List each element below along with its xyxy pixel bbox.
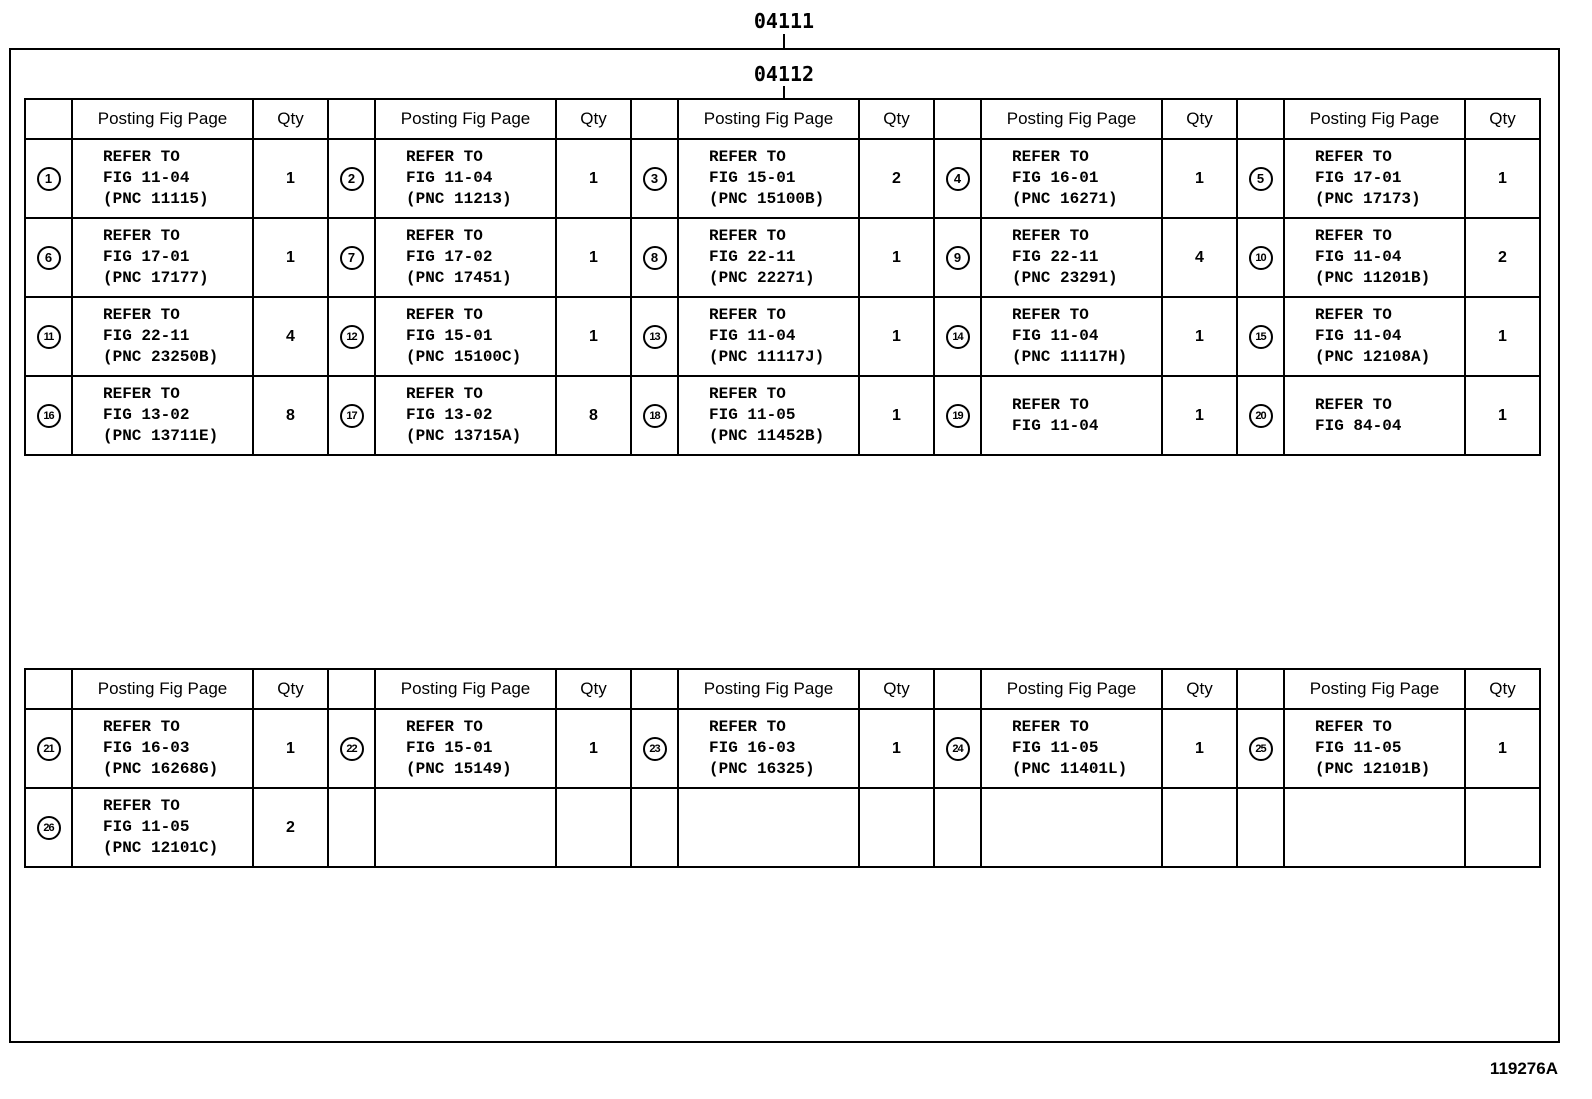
- reference-line: (PNC 16271): [1012, 190, 1118, 208]
- header-row: [25, 669, 1540, 709]
- header-posting-fig-page: Posting Fig Page: [981, 669, 1162, 709]
- reference-cell: [72, 297, 253, 376]
- item-number-circle: 22: [340, 737, 364, 761]
- parts-table-upper: [24, 98, 1541, 456]
- header-qty: Qty: [1465, 99, 1540, 139]
- reference-line: REFER TO: [103, 306, 180, 324]
- reference-line: REFER TO: [1315, 306, 1392, 324]
- qty-cell: 1: [1465, 139, 1540, 218]
- reference-cell: [72, 376, 253, 455]
- item-number-cell: [631, 788, 678, 867]
- reference-line: FIG 11-05: [1315, 739, 1402, 757]
- reference-line: (PNC 11452B): [709, 427, 825, 445]
- item-number-circle: 7: [340, 246, 364, 270]
- reference-line: FIG 17-01: [103, 248, 190, 266]
- reference-cell: [1284, 297, 1465, 376]
- reference-cell: [375, 139, 556, 218]
- reference-line: (PNC 15100B): [709, 190, 825, 208]
- reference-cell: [1284, 376, 1465, 455]
- item-number-circle: 3: [643, 167, 667, 191]
- item-number-cell: [25, 297, 72, 376]
- reference-line: (PNC 11201B): [1315, 269, 1431, 287]
- reference-line: (PNC 11117H): [1012, 348, 1128, 366]
- reference-cell: [72, 709, 253, 788]
- reference-line: FIG 15-01: [406, 739, 493, 757]
- header-num-cell: [631, 669, 678, 709]
- header-num-cell: [328, 99, 375, 139]
- reference-cell: [678, 218, 859, 297]
- reference-line: FIG 13-02: [406, 406, 493, 424]
- item-number-cell: [631, 297, 678, 376]
- header-posting-fig-page: Posting Fig Page: [1284, 99, 1465, 139]
- qty-cell: 1: [556, 709, 631, 788]
- figure-id: 119276A: [1489, 1059, 1558, 1078]
- qty-cell: 2: [1465, 218, 1540, 297]
- reference-line: FIG 16-03: [103, 739, 190, 757]
- item-number-cell: [1237, 297, 1284, 376]
- reference-line: FIG 11-04: [1315, 248, 1402, 266]
- item-number-cell: [328, 788, 375, 867]
- qty-cell: 1: [1162, 376, 1237, 455]
- qty-cell: [1465, 788, 1540, 867]
- reference-line: REFER TO: [709, 385, 786, 403]
- reference-line: (PNC 13711E): [103, 427, 219, 445]
- reference-line: (PNC 11115): [103, 190, 209, 208]
- reference-cell: [678, 788, 859, 867]
- item-number-cell: [934, 709, 981, 788]
- item-number-circle: 5: [1249, 167, 1273, 191]
- item-number-circle: 11: [37, 325, 61, 349]
- reference-line: (PNC 23250B): [103, 348, 219, 366]
- reference-line: (PNC 11401L): [1012, 760, 1128, 778]
- item-number-cell: [631, 376, 678, 455]
- item-number-cell: [934, 139, 981, 218]
- reference-line: FIG 13-02: [103, 406, 190, 424]
- reference-line: REFER TO: [1315, 718, 1392, 736]
- reference-line: REFER TO: [406, 306, 483, 324]
- reference-cell: [375, 297, 556, 376]
- reference-cell: [72, 218, 253, 297]
- item-number-cell: [631, 709, 678, 788]
- header-posting-fig-page: Posting Fig Page: [981, 99, 1162, 139]
- header-qty: Qty: [556, 99, 631, 139]
- item-number-cell: [328, 376, 375, 455]
- item-number-circle: 21: [37, 737, 61, 761]
- item-number-circle: 2: [340, 167, 364, 191]
- item-number-cell: [328, 139, 375, 218]
- item-number-cell: [1237, 376, 1284, 455]
- item-number-circle: 4: [946, 167, 970, 191]
- reference-cell: [375, 788, 556, 867]
- item-number-circle: 1: [37, 167, 61, 191]
- reference-line: (PNC 12108A): [1315, 348, 1431, 366]
- qty-cell: [556, 788, 631, 867]
- qty-cell: 1: [1465, 376, 1540, 455]
- qty-cell: 1: [253, 709, 328, 788]
- header-num-cell: [25, 669, 72, 709]
- reference-line: REFER TO: [709, 718, 786, 736]
- reference-line: REFER TO: [103, 385, 180, 403]
- reference-line: (PNC 13715A): [406, 427, 522, 445]
- reference-line: FIG 22-11: [1012, 248, 1099, 266]
- reference-cell: [72, 139, 253, 218]
- item-number-cell: [1237, 709, 1284, 788]
- reference-line: FIG 11-05: [709, 406, 796, 424]
- header-posting-fig-page: Posting Fig Page: [678, 99, 859, 139]
- reference-line: REFER TO: [103, 797, 180, 815]
- item-number-cell: [25, 218, 72, 297]
- item-number-circle: 20: [1249, 404, 1273, 428]
- item-number-cell: [25, 376, 72, 455]
- qty-cell: 8: [253, 376, 328, 455]
- reference-cell: [1284, 218, 1465, 297]
- leader-line-04111: [783, 34, 785, 48]
- reference-line: REFER TO: [1012, 306, 1089, 324]
- reference-cell: [1284, 139, 1465, 218]
- item-number-cell: [25, 709, 72, 788]
- qty-cell: 1: [859, 297, 934, 376]
- item-number-circle: 8: [643, 246, 667, 270]
- reference-line: (PNC 11117J): [709, 348, 825, 366]
- table-row: [25, 709, 1540, 788]
- reference-line: FIG 22-11: [103, 327, 190, 345]
- item-number-cell: [934, 376, 981, 455]
- item-number-cell: [631, 139, 678, 218]
- item-number-circle: 18: [643, 404, 667, 428]
- qty-cell: 1: [556, 218, 631, 297]
- reference-line: FIG 11-05: [103, 818, 190, 836]
- item-number-circle: 14: [946, 325, 970, 349]
- qty-cell: 4: [253, 297, 328, 376]
- item-number-circle: 9: [946, 246, 970, 270]
- reference-line: REFER TO: [1012, 148, 1089, 166]
- reference-line: (PNC 12101B): [1315, 760, 1431, 778]
- qty-cell: 1: [859, 218, 934, 297]
- reference-line: REFER TO: [1315, 227, 1392, 245]
- reference-line: FIG 11-05: [1012, 739, 1099, 757]
- reference-line: (PNC 15149): [406, 760, 512, 778]
- item-number-circle: 6: [37, 246, 61, 270]
- item-number-cell: [1237, 139, 1284, 218]
- header-num-cell: [328, 669, 375, 709]
- qty-cell: 1: [1465, 297, 1540, 376]
- table-row: [25, 376, 1540, 455]
- reference-line: REFER TO: [709, 227, 786, 245]
- parts-table-lower: [24, 668, 1541, 868]
- qty-cell: 2: [859, 139, 934, 218]
- item-number-circle: 19: [946, 404, 970, 428]
- reference-line: FIG 11-04: [1315, 327, 1402, 345]
- item-number-cell: [934, 788, 981, 867]
- reference-line: REFER TO: [406, 148, 483, 166]
- qty-cell: 1: [859, 376, 934, 455]
- reference-line: REFER TO: [709, 148, 786, 166]
- item-number-circle: 12: [340, 325, 364, 349]
- header-num-cell: [1237, 669, 1284, 709]
- header-posting-fig-page: Posting Fig Page: [1284, 669, 1465, 709]
- reference-line: FIG 22-11: [709, 248, 796, 266]
- reference-cell: [981, 218, 1162, 297]
- reference-cell: [981, 376, 1162, 455]
- item-number-cell: [631, 218, 678, 297]
- item-number-cell: [1237, 788, 1284, 867]
- reference-cell: [375, 218, 556, 297]
- reference-cell: [981, 139, 1162, 218]
- qty-cell: 1: [1465, 709, 1540, 788]
- reference-cell: [1284, 709, 1465, 788]
- header-row: [25, 99, 1540, 139]
- reference-line: FIG 11-04: [103, 169, 190, 187]
- reference-line: (PNC 23291): [1012, 269, 1118, 287]
- qty-cell: 1: [556, 139, 631, 218]
- reference-line: REFER TO: [103, 227, 180, 245]
- reference-cell: [72, 788, 253, 867]
- item-number-circle: 10: [1249, 246, 1273, 270]
- header-qty: Qty: [253, 99, 328, 139]
- reference-cell: [375, 709, 556, 788]
- header-posting-fig-page: Posting Fig Page: [678, 669, 859, 709]
- table-row: [25, 297, 1540, 376]
- item-number-cell: [328, 218, 375, 297]
- item-number-cell: [25, 788, 72, 867]
- header-num-cell: [934, 99, 981, 139]
- qty-cell: 1: [1162, 297, 1237, 376]
- reference-line: FIG 15-01: [406, 327, 493, 345]
- qty-cell: 4: [1162, 218, 1237, 297]
- item-number-circle: 16: [37, 404, 61, 428]
- item-number-circle: 25: [1249, 737, 1273, 761]
- reference-line: REFER TO: [709, 306, 786, 324]
- reference-line: (PNC 16268G): [103, 760, 219, 778]
- header-qty: Qty: [1465, 669, 1540, 709]
- reference-line: FIG 11-04: [1012, 327, 1099, 345]
- reference-line: REFER TO: [406, 227, 483, 245]
- qty-cell: 1: [253, 139, 328, 218]
- header-num-cell: [1237, 99, 1284, 139]
- qty-cell: 1: [859, 709, 934, 788]
- reference-line: FIG 11-04: [1012, 416, 1099, 435]
- reference-line: FIG 17-02: [406, 248, 493, 266]
- reference-cell: [981, 709, 1162, 788]
- header-posting-fig-page: Posting Fig Page: [72, 99, 253, 139]
- reference-cell: [375, 376, 556, 455]
- table-row: [25, 139, 1540, 218]
- table-row: [25, 218, 1540, 297]
- item-number-circle: 26: [37, 816, 61, 840]
- reference-line: REFER TO: [1012, 227, 1089, 245]
- reference-line: (PNC 16325): [709, 760, 815, 778]
- reference-line: REFER TO: [103, 718, 180, 736]
- header-qty: Qty: [859, 669, 934, 709]
- qty-cell: 1: [556, 297, 631, 376]
- header-posting-fig-page: Posting Fig Page: [72, 669, 253, 709]
- reference-line: FIG 84-04: [1315, 416, 1402, 435]
- item-number-circle: 13: [643, 325, 667, 349]
- reference-cell: [678, 376, 859, 455]
- reference-line: REFER TO: [406, 718, 483, 736]
- item-number-circle: 15: [1249, 325, 1273, 349]
- reference-line: REFER TO: [1012, 395, 1089, 414]
- reference-line: FIG 17-01: [1315, 169, 1402, 187]
- qty-cell: 1: [1162, 709, 1237, 788]
- reference-line: REFER TO: [406, 385, 483, 403]
- reference-line: REFER TO: [103, 148, 180, 166]
- item-number-cell: [25, 139, 72, 218]
- reference-cell: [1284, 788, 1465, 867]
- assembly-label-04111: 04111: [753, 9, 815, 33]
- header-posting-fig-page: Posting Fig Page: [375, 99, 556, 139]
- header-qty: Qty: [253, 669, 328, 709]
- header-qty: Qty: [859, 99, 934, 139]
- qty-cell: 8: [556, 376, 631, 455]
- header-qty: Qty: [556, 669, 631, 709]
- header-num-cell: [934, 669, 981, 709]
- item-number-cell: [934, 297, 981, 376]
- qty-cell: 1: [253, 218, 328, 297]
- reference-line: (PNC 22271): [709, 269, 815, 287]
- qty-cell: [1162, 788, 1237, 867]
- reference-line: FIG 11-04: [406, 169, 493, 187]
- item-number-cell: [328, 709, 375, 788]
- reference-line: FIG 15-01: [709, 169, 796, 187]
- reference-line: (PNC 12101C): [103, 839, 219, 857]
- reference-cell: [678, 709, 859, 788]
- item-number-circle: 24: [946, 737, 970, 761]
- item-number-cell: [1237, 218, 1284, 297]
- reference-line: REFER TO: [1315, 395, 1392, 414]
- header-qty: Qty: [1162, 99, 1237, 139]
- reference-cell: [981, 297, 1162, 376]
- item-number-cell: [328, 297, 375, 376]
- reference-line: FIG 16-01: [1012, 169, 1099, 187]
- reference-cell: [981, 788, 1162, 867]
- reference-line: FIG 11-04: [709, 327, 796, 345]
- reference-line: (PNC 15100C): [406, 348, 522, 366]
- item-number-cell: [934, 218, 981, 297]
- reference-line: (PNC 11213): [406, 190, 512, 208]
- reference-line: (PNC 17451): [406, 269, 512, 287]
- header-num-cell: [631, 99, 678, 139]
- qty-cell: [859, 788, 934, 867]
- item-number-circle: 17: [340, 404, 364, 428]
- header-qty: Qty: [1162, 669, 1237, 709]
- reference-line: FIG 16-03: [709, 739, 796, 757]
- reference-line: (PNC 17177): [103, 269, 209, 287]
- reference-line: REFER TO: [1012, 718, 1089, 736]
- reference-line: (PNC 17173): [1315, 190, 1421, 208]
- qty-cell: 1: [1162, 139, 1237, 218]
- reference-cell: [678, 139, 859, 218]
- reference-cell: [678, 297, 859, 376]
- qty-cell: 2: [253, 788, 328, 867]
- header-posting-fig-page: Posting Fig Page: [375, 669, 556, 709]
- table-row: [25, 788, 1540, 867]
- item-number-circle: 23: [643, 737, 667, 761]
- header-num-cell: [25, 99, 72, 139]
- assembly-label-04112: 04112: [753, 62, 815, 86]
- reference-line: REFER TO: [1315, 148, 1392, 166]
